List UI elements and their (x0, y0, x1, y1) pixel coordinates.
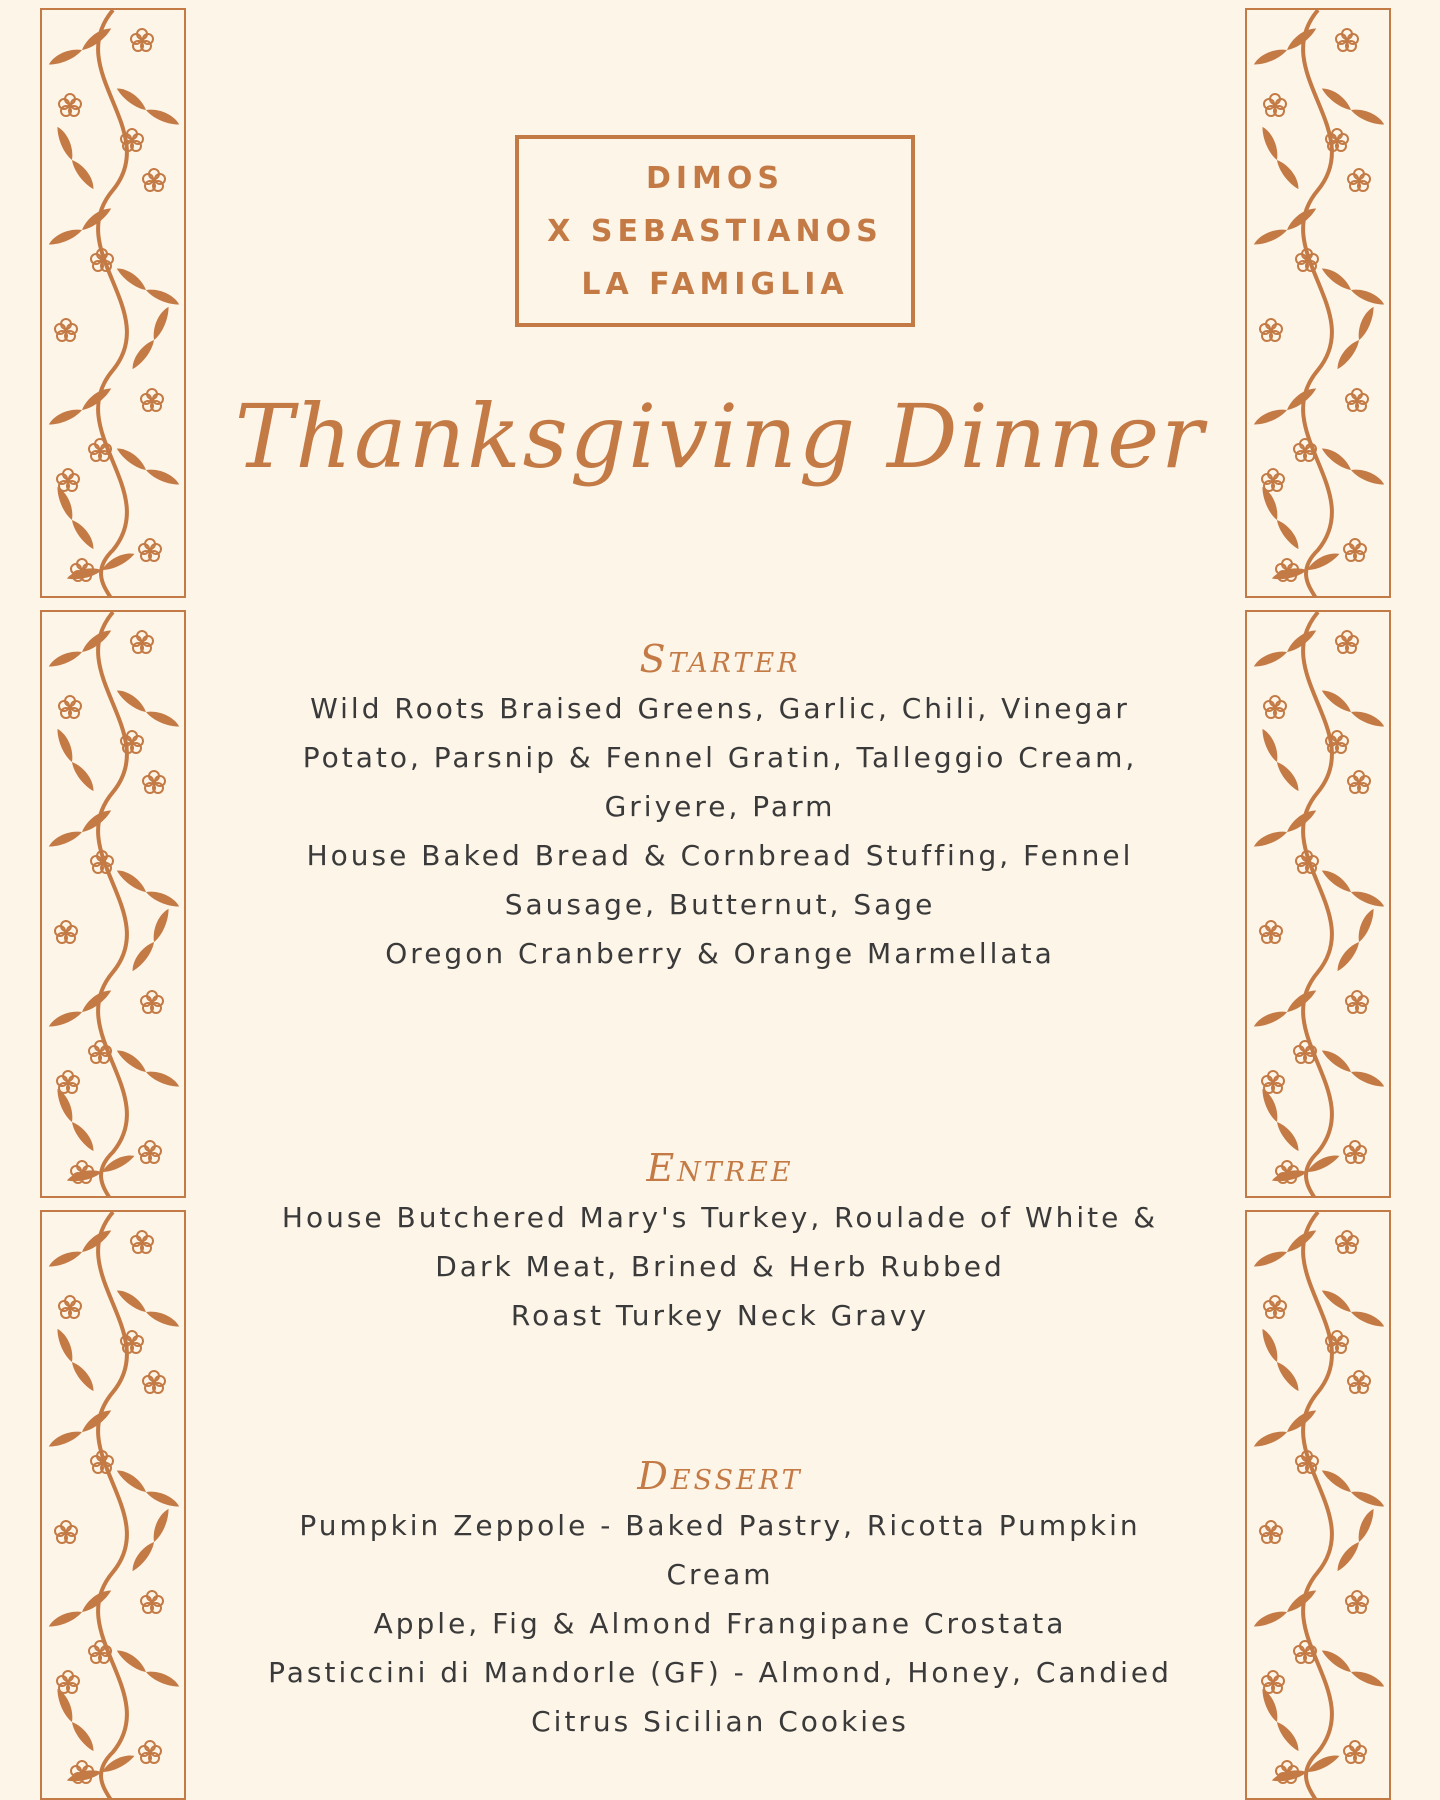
floral-vine-icon (42, 1212, 184, 1798)
menu-item: Wild Roots Braised Greens, Garlic, Chili, Vinegar (310, 692, 1130, 725)
menu-item: Apple, Fig & Almond Frangipane Crostata (373, 1607, 1067, 1640)
header-line-3: LA FAMIGLIA (581, 266, 849, 302)
section-starter (230, 634, 1210, 978)
menu-item: Griyere, Parm (604, 790, 836, 823)
floral-panel (40, 610, 186, 1198)
floral-panel (1245, 8, 1391, 598)
floral-vine-icon (42, 10, 184, 596)
menu-item: Oregon Cranberry & Orange Marmellata (385, 937, 1055, 970)
menu-item: Potato, Parsnip & Fennel Gratin, Talleggio Cream, (302, 741, 1138, 774)
section-heading-dessert: Dessert (637, 1454, 803, 1498)
menu-item: House Baked Bread & Cornbread Stuffing, Fennel (306, 839, 1134, 872)
menu-item: Pasticcini di Mandorle (GF) - Almond, Honey, Candied (268, 1656, 1172, 1689)
menu-item: Sausage, Butternut, Sage (504, 888, 936, 921)
left-floral-border (40, 0, 190, 1800)
section-dessert (230, 1451, 1210, 1746)
menu-item: Cream (666, 1558, 774, 1591)
floral-vine-icon (42, 612, 184, 1196)
section-heading-starter: Starter (639, 637, 801, 681)
floral-vine-icon (1247, 612, 1389, 1196)
menu-item: Pumpkin Zeppole - Baked Pastry, Ricotta Pumpkin (299, 1509, 1141, 1542)
floral-panel (1245, 610, 1391, 1198)
menu-title: Thanksgiving Dinner (234, 385, 1206, 488)
menu-item: Roast Turkey Neck Gravy (510, 1299, 930, 1332)
floral-panel (1245, 1210, 1391, 1800)
floral-vine-icon (1247, 10, 1389, 596)
right-floral-border (1245, 0, 1395, 1800)
menu-item: Citrus Sicilian Cookies (531, 1705, 909, 1738)
floral-panel (40, 8, 186, 598)
header-line-2: X SEBASTIANOS (547, 213, 883, 249)
floral-panel (40, 1210, 186, 1800)
section-heading-entree: Entree (646, 1146, 794, 1190)
header-line-1: DIMOS (645, 160, 785, 196)
menu-item: House Butchered Mary's Turkey, Roulade of White & (281, 1201, 1159, 1234)
restaurant-name-box (515, 135, 915, 327)
section-entree (230, 1143, 1210, 1340)
floral-vine-icon (1247, 1212, 1389, 1798)
menu-item: Dark Meat, Brined & Herb Rubbed (435, 1250, 1005, 1283)
